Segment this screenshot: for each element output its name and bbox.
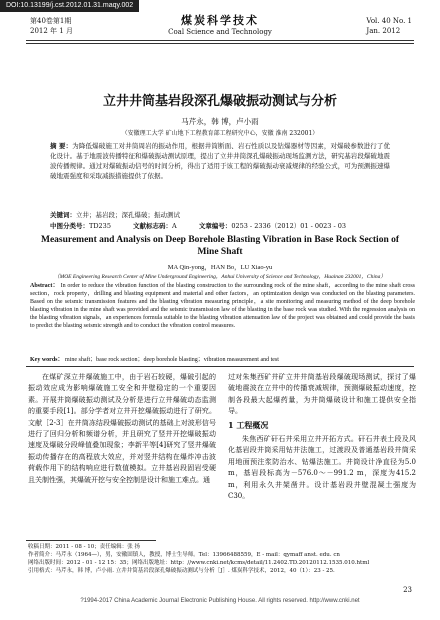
body-paragraph-intro: 在煤矿深立井爆破施工中，由于岩石较硬，爆破引起的振动效应成为影响爆破施工安全和井壁稳定的一个重要因素。开展井筒爆破振动测试及分析是进行立井爆破动态监测的重要手段[1]。部分学者对立井开挖爆破振动进行了研究。文献［2-3］在井筒冻结段爆破振动测试的基础上对波形信号进行了回归分析和频谱分析，并且研究了竖井开挖爆破振动速度及爆破分段峰值叠加现象；李新平等[4]研究了竖井爆破振动传播存在的高程放大效应，并对竖井结构在爆炸冲击波荷载作用下的结构响应进行数值模拟。立井基岩段固岩受硬且关制性强，其爆破开挖与安全控制是设计和施工难点。通 — [28, 373, 216, 484]
article-no-label: 文章编号： — [198, 222, 232, 230]
month-year: Jan. 2012 — [366, 27, 401, 35]
body-column-right — [228, 372, 416, 502]
header-rule — [26, 40, 414, 41]
keywords-en — [30, 354, 415, 363]
page-number: 23 — [403, 586, 412, 594]
article-no-value: 0253 - 2336（2012）01 - 0023 - 03 — [231, 222, 347, 230]
footnote-author: 作者简介：马芹永（1964—），男，安徽固镇人，教授，博士生导师。Tel：13966488559，E - mail：qymaff anst. edu. cn — [28, 552, 340, 558]
clc-value: TD235 — [89, 222, 111, 230]
footnotes — [28, 543, 416, 575]
issue-volume: 第40卷第1期 — [30, 17, 72, 25]
authors-en: MA Qin-yong，HAN Bo，LU Xiao-yu — [167, 264, 273, 271]
doc-code-value: A — [172, 222, 177, 230]
doi-banner: DOI:10.13199/j.cst.2012.01.31.maqy.002 — [0, 0, 139, 12]
body-paragraph-continued: 过对朱集西矿井矿立井井筒基岩段爆破现场测试，探讨了爆破地震波在立井中的传播衰减规律，预测爆破振动速度，控制各段最大起爆药量，为井筒爆破设计和施工提供安全指导。 — [228, 373, 416, 416]
journal-name-cn: 煤炭科学技术 — [181, 14, 259, 27]
doc-code-label: 文献标志码： — [133, 222, 173, 230]
abstract-en-label: Abstract： — [30, 283, 59, 289]
keywords-en-label: Key words： — [30, 357, 64, 363]
classification-line — [50, 221, 410, 230]
footnote-rule — [26, 540, 156, 541]
clc-label: 中图分类号： — [50, 222, 89, 230]
abstract-en — [30, 282, 415, 330]
title-cn: 立井井筒基岩段深孔爆破振动测试与分析 — [102, 94, 337, 109]
vol-no: Vol. 40 No. 1 — [366, 17, 412, 25]
footnote-online: 网络出版时间：2012 - 01 - 12 15：35；网络出版地址：http：//www.cnki.net/kcms/detail/11.2402.TD.20120112.1535.010.html — [28, 560, 370, 566]
keywords-en-text: mine shaft；base rock section；deep borehole blasting；vibration measurement and test — [65, 357, 279, 363]
authors-cn: 马芹永，韩 博，卢小雨 — [181, 117, 259, 126]
section-heading: 1 工程概况 — [228, 419, 269, 430]
keywords-cn — [50, 210, 390, 219]
journal-name — [140, 12, 300, 36]
abstract-cn-label: 摘 要： — [50, 142, 73, 150]
body-column-left — [28, 372, 216, 486]
affiliation-en: （MOE Engineering Research Center of Mine Underground Engineering，Anhui University of Science and Technology，Huainan 232001，China） — [54, 274, 386, 280]
abstract-cn-text: 为降低爆破施工对井筒周岩的振动作用，根据井筒断面、岩石性质以及钻爆器材等因素，对爆破参数进行了优化设计。基于地震波传播特征和爆破振动测试原理，提出了立井井筒深孔爆破振动现场监测方法，研究基岩段爆破地震波传播规律。通过对爆破振动信号的时间分析，得出了适用于该工程的爆破振动衰减规律的经验公式，可为预测振速爆破地震强度和采取减振措施提供了依据。 — [50, 142, 391, 180]
header-rule-2 — [26, 43, 414, 44]
copyright-line: ?1994-2017 China Academic Journal Electronic Publishing House. All rights reserved. http://www.cnki.net — [80, 598, 360, 604]
issue-info — [30, 16, 73, 36]
issue-date: 2012 年 1 月 — [30, 27, 73, 35]
footnote-received: 收稿日期：2011 - 08 - 10；责任编辑：张 扬 — [28, 544, 140, 550]
keywords-cn-label: 关键词： — [50, 211, 76, 219]
abstract-en-text: In order to reduce the vibration function of the blasting construction to the surrounding rock of the mine shaft，according to the mine shaft cross section，rock property，drilling and blasting equipment and material and other factors，an optimization design was conducted on the blasting parameters. Based on the seismic transmission features and the blasting vibration measuring principle，a site monitoring and measuring method of the deep borehole blasting vibration in the mine shaft was provided and the seismic transmission law of the blasting in the base rock was studied. With the regression analysis on the blasting vibration signals，an experiences formula suitable to the blasting vibration attenuation law of the project was obtained and could provide the basis to predict the blasting seismic strength and to conduct the vibration control measures. — [30, 283, 416, 329]
journal-name-en: Coal Science and Technology — [168, 28, 272, 36]
abstract-rule — [26, 366, 414, 367]
keywords-cn-text: 立井；基岩段；深孔爆破；振动测试 — [76, 211, 180, 219]
issue-info-en — [366, 16, 412, 36]
affiliation-cn: （安徽理工大学 矿山地下工程教育部工程研究中心，安徽 淮南 232001） — [121, 130, 319, 137]
abstract-cn — [50, 141, 390, 181]
body-paragraph-project: 朱焦西矿矸石井采用立井开拓方式。矸石井表土段及风化基岩段井筒采用钻井法施工，过渡段及普通基岩段井筒采用地面预注浆防治水、钻爆法施工。井筒设计净直径为5.0 m，基岩段标高为－576.0～－991.2 m，深度为415.2 m，利用永久井架凿井。设计基岩段井壁混凝土强度为C30。 — [228, 435, 416, 501]
title-en: Measurement and Analysis on Deep Borehole Blasting Vibration in Base Rock Section of Mine Shaft — [40, 235, 400, 257]
footnote-citation: 引用格式：马芹永，韩 博，卢小雨. 立井井筒基岩段深孔爆破振动测试与分析［J］. 煤炭科学技术，2012，40（1）：23 - 25. — [28, 568, 335, 574]
